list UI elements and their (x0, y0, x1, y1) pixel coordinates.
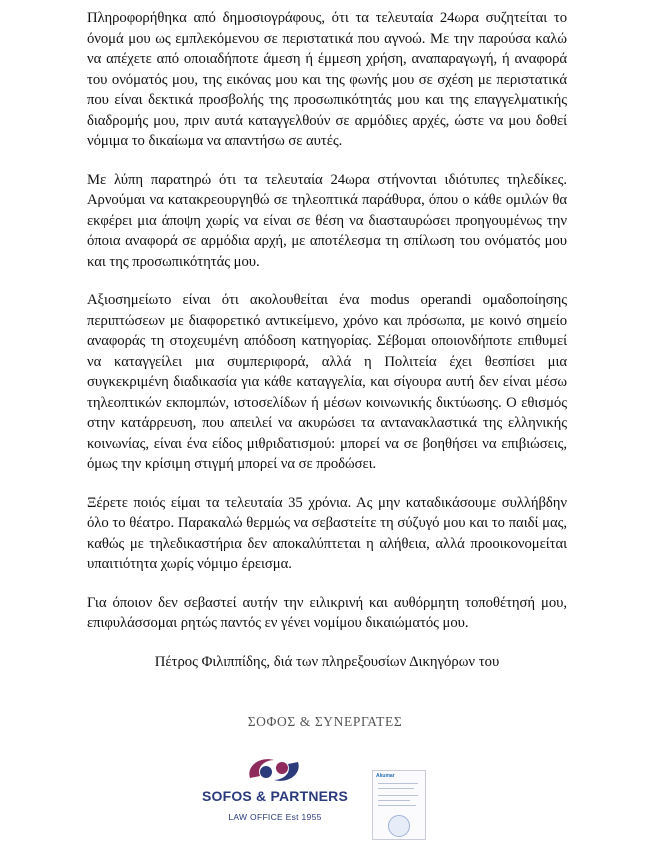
certificate-line (378, 795, 418, 796)
certificate-brand: Akumar (376, 773, 395, 779)
paragraph-2: Με λύπη παρατηρώ ότι τα τελευταία 24ωρα στήνονται ιδιότυπες τηλεδίκες. Αρνούμαι να κατακρεουργηθώ σε τηλεοπτικά παράθυρα, όπου ο κάθε ομιλών θα εκφέρει μια άποψη χωρίς να είναι σε θέση να διασταυρώσει προηγουμένως την όποια αναφορά σε αρμόδια αρχή, με αποτέλεσμα τη σπίλωση του ονόματός μου και της προσωπικότητάς μου. (87, 171, 567, 270)
firm-logo (200, 752, 350, 842)
paragraph-4: Ξέρετε ποιός είμαι τα τελευταία 35 χρόνια. Ας μην καταδικάσουμε συλλήβδην όλο το θέατρο. Παρακαλώ θερμώς να σεβαστείτε τη σύζυγό μου και το παιδί μας, καθώς με τηλεδικαστήρια δεν αποκαλύπτεται η αλήθεια, αλλά προοικονομείται υπαιτιότητα χωρίς νόμιμο έρεισμα. (87, 494, 567, 572)
statement-body (87, 8, 567, 672)
logo-mark-icon (240, 752, 310, 788)
certificate-line (378, 783, 418, 784)
paragraph-1: Πληροφορήθηκα από δημοσιογράφους, ότι τα τελευταία 24ωρα συζητείται το όνομά μου ως εμπλεκόμενου σε περιστατικά που αγνοώ. Με την παρούσα καλώ να απέχετε από οποιαδήποτε άμεση ή έμμεση χρήση, αναπαραγωγή, ή αναφορά του ονόματός μου, της εικόνας μου και της φωνής μου σε σχέση με περιστατικά που είναι δεκτικά προσβολής της προσωπικότητάς μου και της επαγγελματικής διαδρομής μου, πριν αυτά καταγγελθούν σε αρμόδιες αρχές, ώστε να μου δοθεί νόμιμα το δικαίωμα να απαντήσω σε αυτές. (87, 10, 567, 149)
firm-greek-name: ΣΟΦΟΣ & ΣΥΝΕΡΓΑΤΕΣ (247, 714, 403, 729)
paragraph-3: Αξιοσημείωτο είναι ότι ακολουθείται ένα modus operandi ομαδοποίησης περιπτώσεων με διαφορετικό αντικείμενο, χρόνο και πρόσωπα, με κοινό σημείο αναφοράς τη στοχευμένη απόδοση κατηγορίας. Σέβομαι οποιονδήποτε επιθυμεί να καταγγείλει μια συμπεριφορά, αλλά η Πολιτεία έχει θεσπίσει μια συγκεκριμένη διαδικασία για κάθε καταγγελία, και σίγουρα αυτή δεν είναι μέσω τηλεοπτικών εκπομπών, ιστοσελίδων ή μέσων κοινωνικής δικτύωσης. Ο εθισμός στην κατάρρευση, που απειλεί να ακυρώσει τα αντανακλαστικά της ελληνικής κοινωνίας, είναι ένα είδος μιθριδατισμού: μπορεί να σε βοηθήσει να επιβιώσεις, όμως την κρίσιμη στιγμή μπορεί να σε προδώσει. (87, 292, 567, 472)
paragraph-5: Για όποιον δεν σεβαστεί αυτήν την ειλικρινή και αυθόρμητη τοποθέτησή μου, επιφυλάσσομαι ρητώς παντός εν γένει νομίμου δικαιώματός μου. (87, 594, 567, 631)
certificate-seal-icon (388, 815, 410, 837)
certificate-line (378, 805, 416, 806)
certificate-line (378, 788, 414, 789)
logo-name: SOFOS & PARTNERS (201, 788, 349, 804)
signature-line: Πέτρος Φιλιππίδης, διά των πληρεξουσίων Δικηγόρων του (154, 653, 500, 670)
certificate-line (378, 800, 410, 801)
certificate-icon (372, 770, 426, 840)
logo-subtitle: LAW OFFICE Est 1955 (228, 812, 322, 822)
